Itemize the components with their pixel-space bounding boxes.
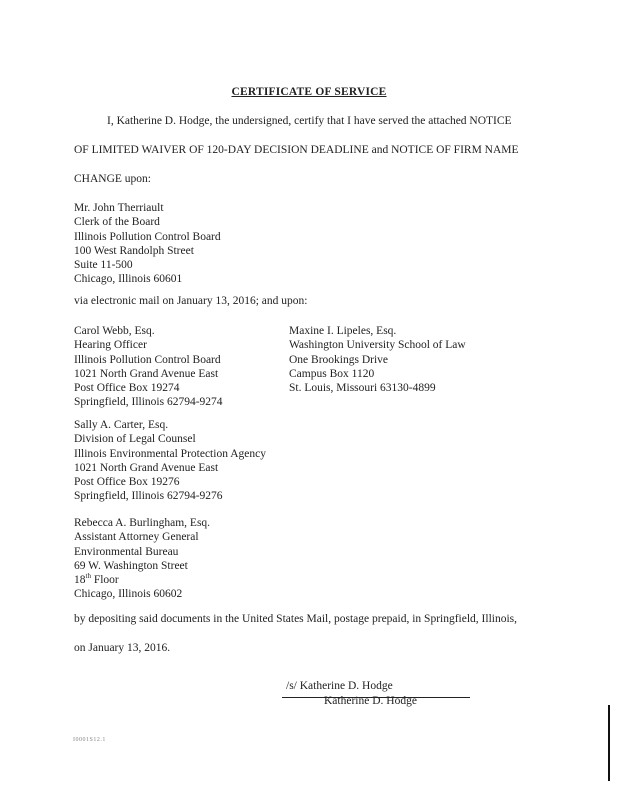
address-line: Chicago, Illinois 60601 [74, 273, 183, 286]
address-line: Division of Legal Counsel [74, 433, 196, 446]
address-line: Hearing Officer [74, 339, 147, 352]
scan-edge-rule [608, 705, 610, 781]
recipient-carter [74, 418, 266, 504]
address-line-floor [74, 573, 210, 587]
recipient-lipeles [289, 324, 466, 395]
address-line: Post Office Box 19276 [74, 476, 180, 489]
recipient-webb [74, 324, 223, 410]
address-line: Rebecca A. Burlingham, Esq. [74, 517, 211, 529]
address-line: Sally A. Carter, Esq. [74, 419, 169, 431]
address-line: Illinois Pollution Control Board [74, 230, 221, 243]
address-line: Illinois Environmental Protection Agency [74, 447, 266, 460]
floor-suffix: th [85, 572, 91, 581]
address-line: Springfield, Illinois 62794-9274 [74, 396, 223, 409]
address-line: 100 West Randolph Street [74, 244, 194, 257]
intro-line-2: OF LIMITED WAIVER OF 120-DAY DECISION DEADLINE and NOTICE OF FIRM NAME [74, 144, 519, 156]
intro-line-1: I, Katherine D. Hodge, the undersigned, certify that I have served the attached NOTICE [107, 115, 512, 127]
address-line: Environmental Bureau [74, 545, 179, 558]
address-line: Assistant Attorney General [74, 531, 199, 544]
document-title: CERTIFICATE OF SERVICE [231, 86, 387, 98]
document-footer-code: I0001S12.1 [73, 737, 106, 743]
address-line: Illinois Pollution Control Board [74, 353, 221, 366]
address-line: St. Louis, Missouri 63130-4899 [289, 382, 436, 395]
via-line: via electronic mail on January 13, 2016; and upon: [74, 295, 308, 307]
address-line: Mr. John Therriault [74, 202, 164, 214]
floor-number: 18 [74, 574, 86, 587]
address-line: One Brookings Drive [289, 353, 389, 366]
address-line: Post Office Box 19274 [74, 382, 180, 395]
recipient-therriault [74, 201, 221, 287]
recipient-burlingham [74, 516, 210, 602]
address-line: Washington University School of Law [289, 339, 466, 352]
closing-line-1: by depositing said documents in the United States Mail, postage prepaid, in Springfield, Illinois, [74, 613, 518, 625]
address-line: Maxine I. Lipeles, Esq. [289, 325, 397, 337]
address-line: Chicago, Illinois 60602 [74, 588, 183, 601]
address-line: Springfield, Illinois 62794-9276 [74, 490, 223, 503]
address-line: Campus Box 1120 [289, 367, 375, 380]
signature-electronic: /s/ Katherine D. Hodge [286, 680, 393, 692]
address-line: 69 W. Washington Street [74, 559, 188, 572]
address-line: Clerk of the Board [74, 216, 160, 229]
address-line: 1021 North Grand Avenue East [74, 461, 219, 474]
closing-line-2: on January 13, 2016. [74, 642, 171, 654]
address-line: Carol Webb, Esq. [74, 325, 155, 337]
signature-printed-name: Katherine D. Hodge [324, 695, 417, 707]
floor-word: Floor [90, 574, 119, 587]
address-line: 1021 North Grand Avenue East [74, 367, 219, 380]
intro-line-3: CHANGE upon: [74, 173, 151, 185]
address-line: Suite 11-500 [74, 259, 133, 272]
